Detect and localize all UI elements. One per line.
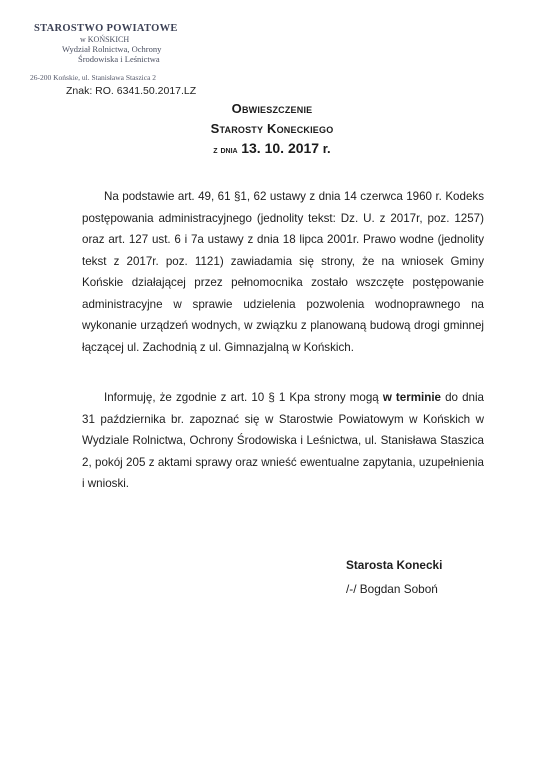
paragraph-information-part1: Informuję, że zgodnie z art. 10 § 1 Kpa strony mogą (104, 391, 383, 404)
paragraph-information-bold: w terminie (382, 391, 442, 404)
signature-name: /-/ Bogdan Soboń (346, 582, 438, 596)
paragraph-information-part2: do dnia 31 października br. zapoznać się w Starostwie Powiatowym w Końskich w Wydziale Rolnictwa, Ochrony Środowiska i Leśnictwa, ul. Stanisława Staszica 2, pokój 205 z aktami sprawy oraz wnieść ewentualne zapytania, uzupełnienia i wnioski. (82, 391, 484, 490)
document-date: 13. 10. 2017 (241, 140, 320, 156)
stamp-address: 26-200 Końskie, ul. Stanisława Staszica 2 (30, 73, 157, 82)
document-title-issuer: Starosty Koneckiego (210, 121, 334, 136)
stamp-city: w KOŃSKICH (80, 35, 130, 44)
stamp-department: Wydział Rolnictwa, Ochrony (62, 44, 162, 54)
date-suffix: r. (322, 141, 331, 156)
stamp-office-name: STAROSTWO POWIATOWE (34, 23, 178, 34)
document-date-line (0, 141, 544, 156)
reference-number: Znak: RO. 6341.50.2017.LZ (66, 85, 197, 97)
office-stamp (22, 23, 212, 97)
paragraph-information (82, 387, 484, 495)
document-title: Obwieszczenie (231, 101, 313, 116)
paragraph-notice: Na podstawie art. 49, 61 §1, 62 ustawy z dnia 14 czerwca 1960 r. Kodeks postępowania administracyjnego (jednolity tekst: Dz. U. z 2017r, poz. 1257) oraz art. 127 ust. 6 i 7a ustawy z dnia 18 lipca 2001r. Prawo wodne (jednolity tekst z 2017r. poz. 1121) zawiadamia się strony, że na wniosek Gminy Końskie działającej przez pełnomocnika zostało wszczęte postępowanie administracyjne w sprawie udzielenia pozwolenia wodnoprawnego na wykonanie urządzeń wodnych, w związku z planowaną budową drogi gminnej łączącej ul. Zachodnią z ul. Gimnazjalną w Końskich. (82, 190, 484, 354)
date-prefix: z dnia (213, 144, 238, 156)
stamp-department-cont: Środowiska i Leśnictwa (78, 54, 160, 64)
signature-title: Starosta Konecki (346, 558, 443, 572)
